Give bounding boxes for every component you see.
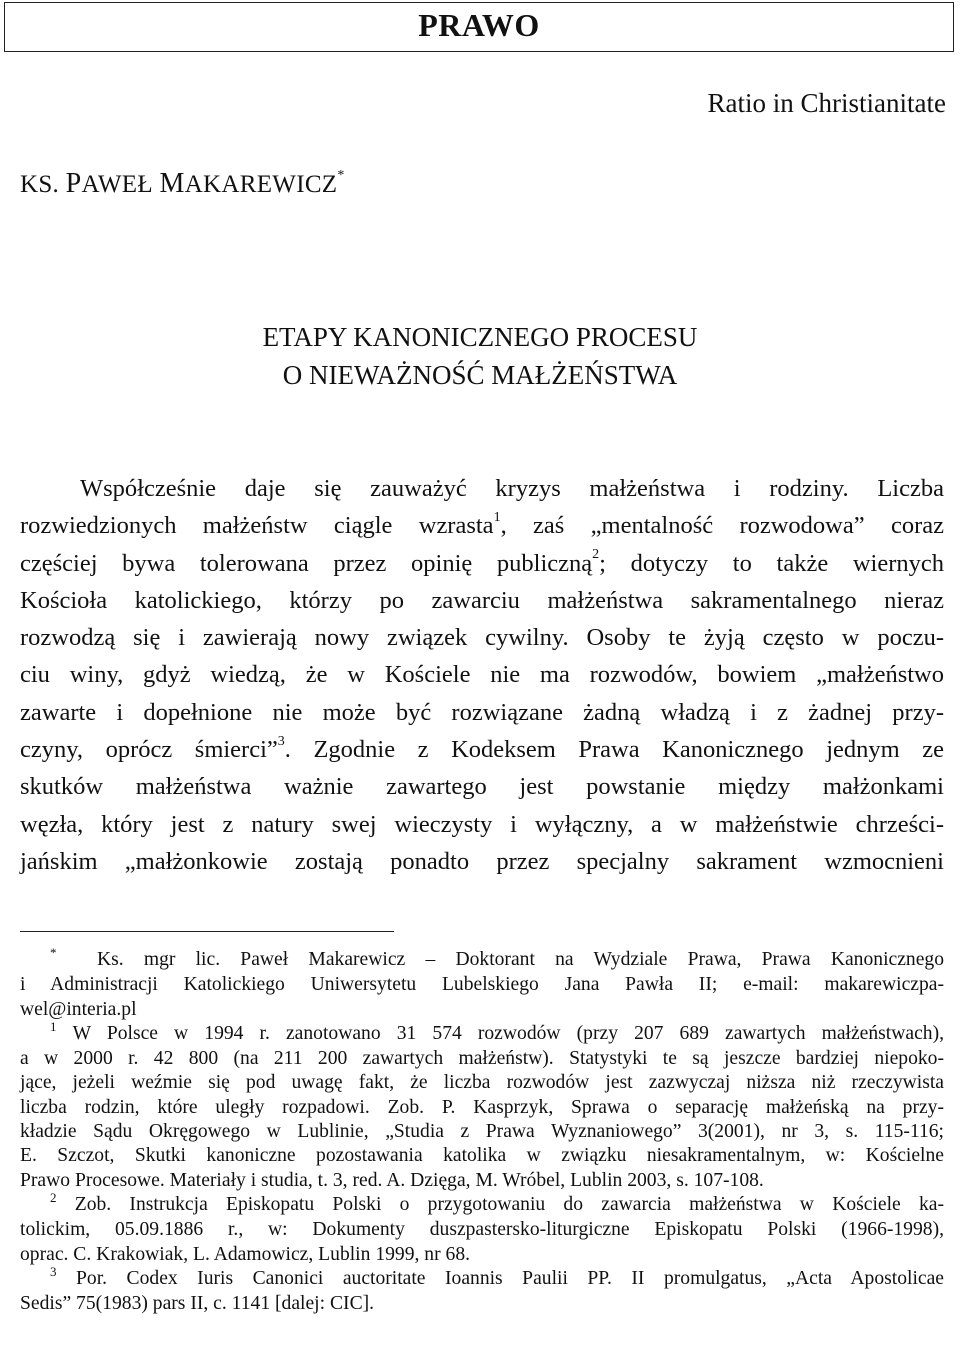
article-title-line-1: ETAPY KANONICZNEGO PROCESU (262, 322, 698, 352)
author-name (20, 168, 345, 200)
section-header-box (4, 2, 954, 52)
footnote-line: liczba rodzin, które uległy rozpadowi. Zob. P. Kasprzyk, Sprawa o separację małżeńską na przy- (20, 1096, 944, 1118)
author-first-initial: P (65, 168, 82, 199)
section-title: PRAWO (418, 7, 540, 43)
body-line: Współcześnie daje się zauważyć kryzys małżeństwa i rodziny. Liczba (80, 475, 944, 502)
footnote-separator (20, 931, 394, 932)
footnote-star-line: * Ks. mgr lic. Paweł Makarewicz – Doktorant na Wydziale Prawa, Prawa Kanonicznego (50, 945, 944, 970)
body-line: zawarte i dopełnione nie może być rozwiązane żadną władzą i z żadnej przy- (20, 698, 944, 726)
footnote-line: Sedis” 75(1983) pars II, c. 1141 [dalej: CIC]. (20, 1293, 375, 1315)
footnote-line: oprac. C. Krakowiak, L. Adamowicz, Lublin 1999, nr 68. (20, 1243, 471, 1265)
footnote-line: tolickim, 05.09.1886 r., w: Dokumenty duszpastersko-liturgiczne Episkopatu Polski (1966-1998), (20, 1219, 944, 1241)
footnote-line: a w 2000 r. 42 800 (na 211 200 zawartych małżeństw). Statystyki te są jeszcze bardziej niepoko- (20, 1048, 944, 1070)
footnote-line: Prawo Procesowe. Materiały i studia, t. 3, red. A. Dzięga, M. Wróbel, Lublin 2003, s. 107-108. (20, 1169, 764, 1191)
author-last-initial: M (159, 168, 185, 199)
body-line: częściej bywa tolerowana przez opinię publiczną$^2$; dotyczy to także wiernych (20, 547, 944, 577)
author-first-rest: AWEŁ (81, 171, 153, 198)
body-line: rozwodzą się i zawierają nowy związek cywilny. Osoby te żyją często w poczu- (20, 624, 944, 652)
footnotes (20, 945, 944, 1316)
footnote-1-line: $^1$ W Polsce w 1994 r. zanotowano 31 574 rozwodów (przy 207 689 zawartych małżeństwach), (50, 1018, 944, 1044)
footnote-line: wel@interia.pl (20, 998, 137, 1020)
footnote-line: i Administracji Katolickiego Uniwersytetu Lubelskiego Jana Pawła II; e-mail: makarewiczpa- (20, 974, 944, 996)
footnote-line: jące, jeżeli weźmie się pod uwagę fakt, że liczba rozwodów jest zazwyczaj niższa niż rzeczywista (20, 1072, 944, 1094)
footnote-ref: 1 (493, 510, 501, 526)
body-line: czyny, oprócz śmierci”$^3$. Zgodnie z Kodeksem Prawa Kanonicznego jednym ze (20, 733, 944, 764)
footnote-2-line: $^2$ Zob. Instrukcja Episkopatu Polski o przygotowaniu do zawarcia małżeństwa w Kościele ka- (50, 1189, 944, 1215)
body-paragraph (20, 470, 944, 880)
article-title-line-2: O NIEWAŻNOŚĆ MAŁŻEŃSTWA (282, 360, 678, 390)
article-title (0, 318, 960, 394)
footnote-line: E. Szczot, Skutki kanoniczne pozostawania katolika w związku niesakramentalnym, w: Kościelne (20, 1145, 944, 1167)
author-last-rest: AKAREWICZ (184, 171, 338, 198)
motto: Ratio in Christianitate (707, 88, 946, 118)
body-line: ciu winy, gdyż wiedzą, że w Kościele nie ma rozwodów, bowiem „małżeństwo (20, 661, 944, 689)
footnote-mark: * (50, 945, 57, 960)
footnote-ref: 3 (277, 733, 285, 749)
body-line: rozwiedzionych małżeństw ciągle wzrasta$^1$, zaś „mentalność rozwodowa” coraz (20, 510, 944, 540)
footnote-mark: 3 (50, 1263, 57, 1279)
body-line: skutków małżeństwa ważnie zawartego jest powstanie między małżonkami (20, 773, 944, 801)
body-line: węzła, który jest z natury swej wieczysty i wyłączny, a w małżeństwie chrześci- (20, 810, 944, 838)
author-footnote-mark: * (337, 167, 345, 183)
footnote-3-line: $^3$ Por. Codex Iuris Canonici auctoritate Ioannis Paulii PP. II promulgatus, „Acta Apostolicae (50, 1263, 944, 1289)
footnote-line: kładzie Sądu Okręgowego w Lublinie, „Studia z Prawa Wyznaniowego” 3(2001), nr 3, s. 115-116; (20, 1121, 944, 1143)
footnote-ref: 2 (592, 547, 600, 563)
body-line: jańskim „małżonkowie zostają ponadto przez specjalny sakrament wzmocnieni (20, 847, 944, 875)
body-line: Kościoła katolickiego, którzy po zawarciu małżeństwa sakramentalnego nieraz (20, 586, 944, 614)
footnote-mark: 1 (50, 1018, 57, 1034)
author-prefix: KS. (20, 171, 60, 198)
footnote-mark: 2 (50, 1189, 57, 1205)
